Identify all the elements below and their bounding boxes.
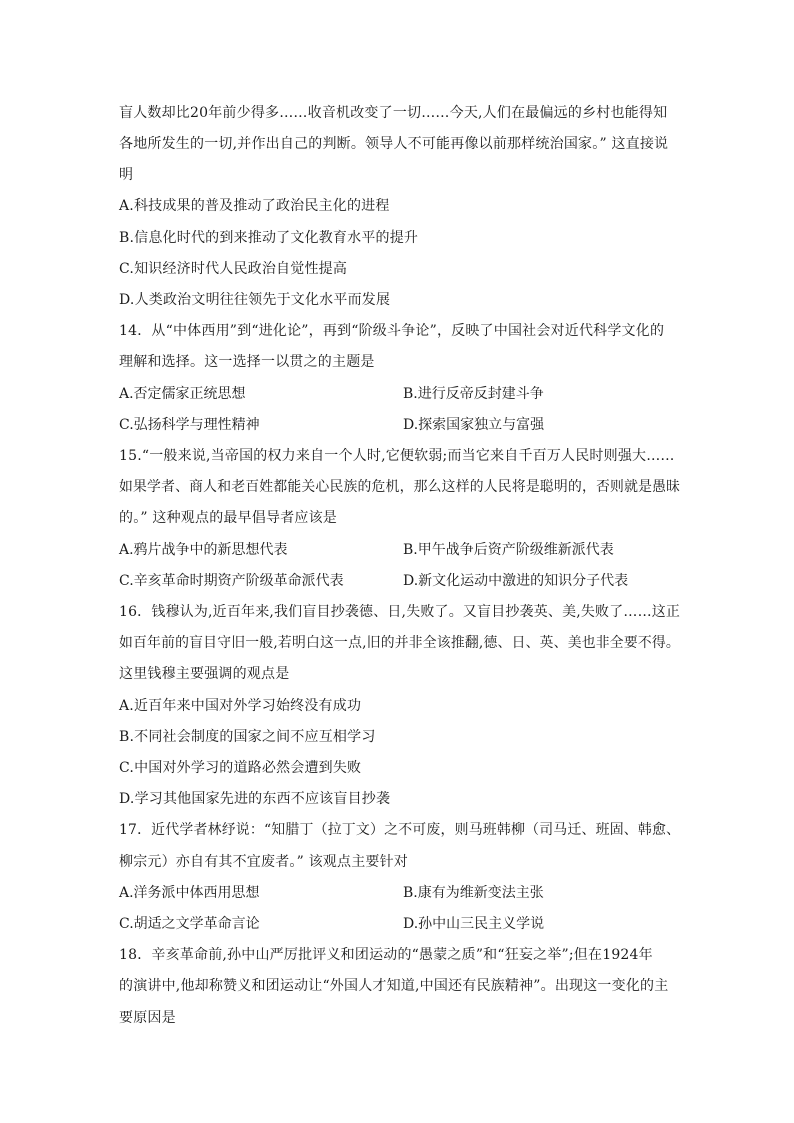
q13-option-b: B.信息化时代的到来推动了文化教育水平的提升 bbox=[119, 230, 419, 246]
q17-option-b: B.康有为维新变法主张 bbox=[403, 885, 544, 901]
q15-stem-line-1: 15.“一般来说,当帝国的权力来自一个人时,它便软弱;而当它来自千百万人民时则强大…… bbox=[119, 448, 675, 464]
q13-stem-line-1: 盲人数却比20年前少得多……收音机改变了一切……今天,人们在最偏远的乡村也能得知 bbox=[119, 105, 668, 121]
q17-option-c: C.胡适之文学革命言论 bbox=[119, 916, 260, 932]
q18-stem-line-1: 18．辛亥革命前,孙中山严厉批评义和团运动的“愚蒙之质”和“狂妄之举”;但在1924年 bbox=[119, 947, 653, 963]
q16-option-c: C.中国对外学习的道路必然会遭到失败 bbox=[119, 760, 362, 776]
q14-option-c: C.弘扬科学与理性精神 bbox=[119, 417, 260, 433]
q13-option-d: D.人类政治文明往往领先于文化水平而发展 bbox=[119, 292, 391, 308]
q14-option-a: A.否定儒家正统思想 bbox=[119, 386, 246, 402]
q15-option-b: B.甲午战争后资产阶级维新派代表 bbox=[403, 542, 614, 558]
q17-stem-line-1: 17．近代学者林纾说：“知腊丁（拉丁文）之不可废，则马班韩柳（司马迁、班固、韩愈、 bbox=[119, 822, 681, 838]
q16-option-a: A.近百年来中国对外学习始终没有成功 bbox=[119, 698, 362, 714]
q18-stem-line-3: 要原因是 bbox=[119, 1010, 176, 1026]
q16-stem-line-3: 这里钱穆主要强调的观点是 bbox=[119, 666, 290, 682]
q15-stem-line-2: 如果学者、商人和老百姓都能关心民族的危机，那么这样的人民将是聪明的，否则就是愚昧 bbox=[119, 479, 681, 495]
q13-stem-line-2: 各地所发生的一切,并作出自己的判断。领导人不可能再像以前那样统治国家。” 这直接说 bbox=[119, 136, 669, 152]
q16-stem-line-2: 如百年前的盲目守旧一般,若明白这一点,旧的并非全该推翻,德、日、英、美也非全要不得。 bbox=[119, 635, 680, 651]
q14-option-b: B.进行反帝反封建斗争 bbox=[403, 386, 544, 402]
q14-option-d: D.探索国家独立与富强 bbox=[403, 417, 545, 433]
q13-option-c: C.知识经济时代人民政治自觉性提高 bbox=[119, 261, 348, 277]
q18-stem-line-2: 的演讲中,他却称赞义和团运动让“外国人才知道,中国还有民族精神”。出现这一变化的主 bbox=[119, 978, 669, 994]
q15-option-c: C.辛亥革命时期资产阶级革命派代表 bbox=[119, 573, 344, 589]
q14-stem-line-2: 理解和选择。这一选择一以贯之的主题是 bbox=[119, 354, 375, 370]
q17-stem-line-2: 柳宗元）亦自有其不宜废者。” 该观点主要针对 bbox=[119, 854, 409, 870]
q13-stem-line-3: 明 bbox=[119, 167, 134, 183]
q15-option-d: D.新文化运动中激进的知识分子代表 bbox=[403, 573, 629, 589]
q16-option-d: D.学习其他国家先进的东西不应该盲目抄袭 bbox=[119, 791, 391, 807]
q17-option-d: D.孙中山三民主义学说 bbox=[403, 916, 545, 932]
q14-stem-line-1: 14．从“中体西用”到“进化论”，再到“阶级斗争论”，反映了中国社会对近代科学文化的 bbox=[119, 323, 665, 339]
q17-option-a: A.洋务派中体西用思想 bbox=[119, 885, 260, 901]
q13-option-a: A.科技成果的普及推动了政治民主化的进程 bbox=[119, 198, 390, 214]
q16-stem-line-1: 16．钱穆认为,近百年来,我们盲目抄袭德、日,失败了。又盲目抄袭英、美,失败了……这正 bbox=[119, 604, 681, 620]
q16-option-b: B.不同社会制度的国家之间不应互相学习 bbox=[119, 729, 376, 745]
q15-stem-line-3: 的。” 这种观点的最早倡导者应该是 bbox=[119, 510, 338, 526]
q15-option-a: A.鸦片战争中的新思想代表 bbox=[119, 542, 288, 558]
